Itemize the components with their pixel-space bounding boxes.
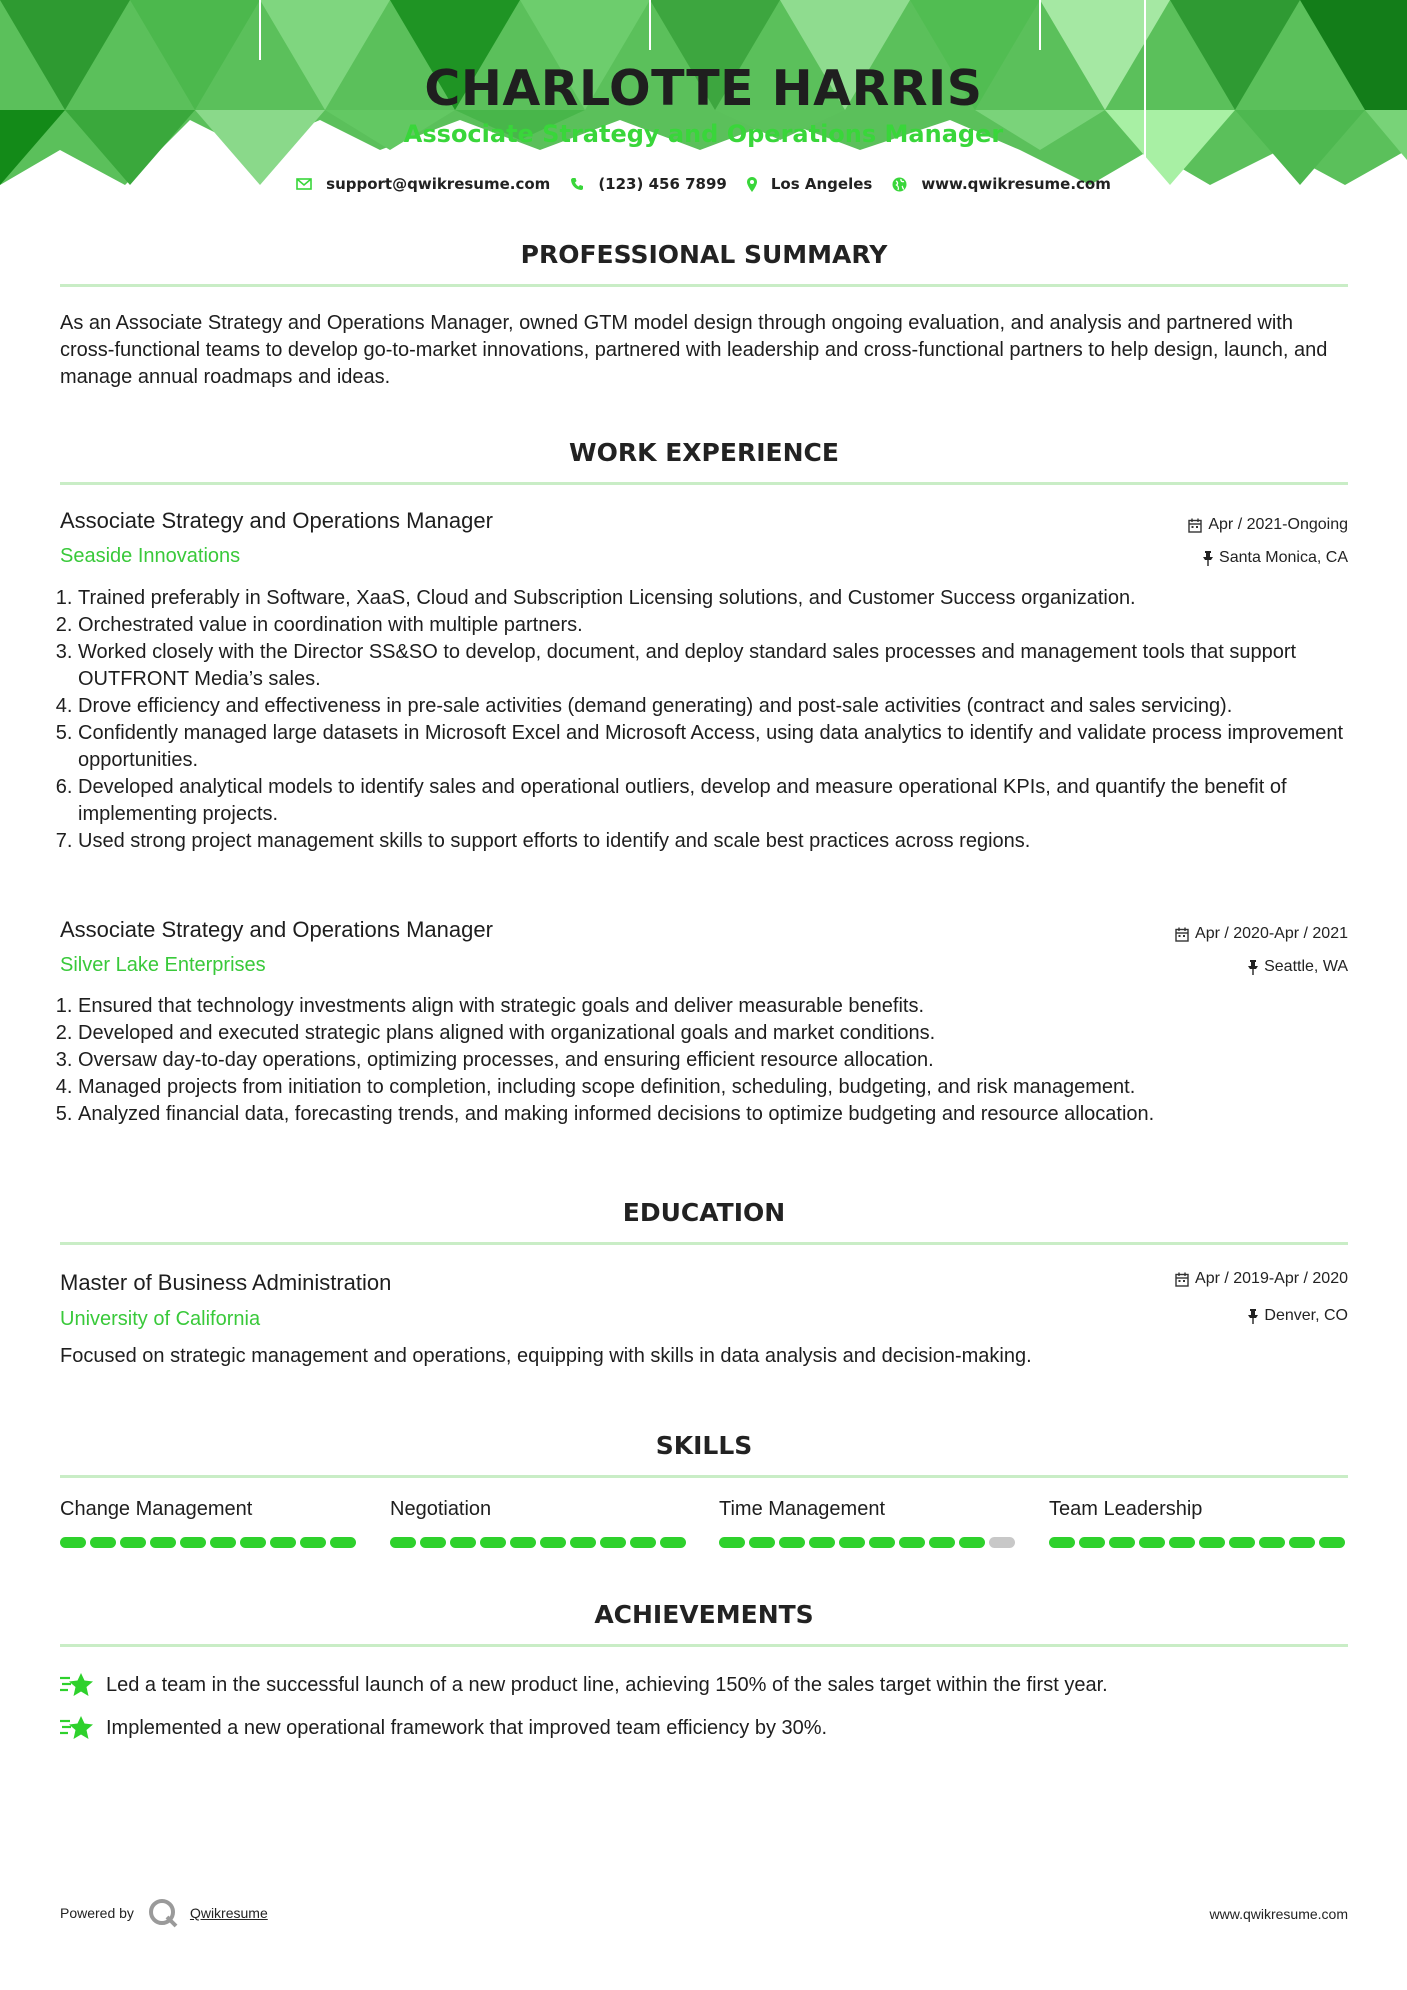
qwikresume-link[interactable]: Qwikresume xyxy=(189,1905,268,1921)
job-2-dates xyxy=(1175,925,1348,943)
list-item: 3. Worked closely with the Director SS&SO to develop, document, and deploy standard sales processes and management tools that support OUTFRONT Media’s sales. xyxy=(78,639,1398,693)
education-heading: EDUCATION xyxy=(622,1198,786,1227)
calendar-icon xyxy=(1188,518,1202,533)
summary-text: As an Associate Strategy and Operations Manager, owned GTM model design through ongoing evaluation, and analysis and partnered with cross-functional teams to develop go-to-market innovations, partnered with leadership and cross-functional partners to help design, launch, and manage annual roadmaps and ideas. xyxy=(60,312,1328,388)
education-dates xyxy=(1175,1270,1348,1288)
globe-icon xyxy=(892,177,907,192)
skill-dot-filled xyxy=(540,1537,566,1548)
contact-website[interactable] xyxy=(892,175,1111,193)
candidate-name: CHARLOTTE HARRIS xyxy=(424,60,983,117)
list-item: 2. Orchestrated value in coordination with multiple partners. xyxy=(78,612,1398,639)
skill-label: Team Leadership xyxy=(1049,1498,1203,1520)
skill-item xyxy=(719,1498,1019,1548)
skill-dot-filled xyxy=(660,1537,686,1548)
footer-website[interactable]: www.qwikresume.com xyxy=(1209,1906,1348,1922)
skill-dot-filled xyxy=(839,1537,865,1548)
skill-dot-filled xyxy=(719,1537,745,1548)
phone-icon xyxy=(570,177,584,191)
job-2-location xyxy=(1248,958,1348,976)
contact-email[interactable] xyxy=(296,175,550,193)
skill-dot-filled xyxy=(210,1537,236,1548)
achievement-item xyxy=(60,1714,1350,1742)
skill-dot-filled xyxy=(959,1537,985,1548)
experience-divider xyxy=(60,482,1348,485)
list-item: 3. Oversaw day-to-day operations, optimizing processes, and ensuring efficient resource allocation. xyxy=(78,1047,1398,1074)
job-1-location-text: Santa Monica, CA xyxy=(1219,549,1348,566)
skill-dot-filled xyxy=(120,1537,146,1548)
contact-phone[interactable] xyxy=(570,175,727,193)
skill-dot-filled xyxy=(510,1537,536,1548)
skills-heading: SKILLS xyxy=(655,1431,753,1460)
list-item: 2. Developed and executed strategic plans aligned with organizational goals and market conditions. xyxy=(78,1020,1398,1047)
skill-dot-filled xyxy=(1259,1537,1285,1548)
job-2-location-text: Seattle, WA xyxy=(1264,958,1348,975)
powered-by-label: Powered by xyxy=(60,1905,134,1921)
envelope-icon xyxy=(296,178,312,190)
skill-rating xyxy=(60,1537,360,1548)
skill-dot-filled xyxy=(1169,1537,1195,1548)
contact-bar xyxy=(0,172,1407,196)
experience-heading: WORK EXPERIENCE xyxy=(569,438,839,467)
skill-dot-filled xyxy=(630,1537,656,1548)
pin-icon xyxy=(1248,960,1258,975)
list-item: 7. Used strong project management skills to support efforts to identify and scale best practices across regions. xyxy=(78,828,1398,855)
qwikresume-logo-icon xyxy=(148,1898,178,1928)
skill-label: Time Management xyxy=(719,1498,885,1520)
skill-dot-filled xyxy=(450,1537,476,1548)
calendar-icon xyxy=(1175,927,1189,942)
skill-dot-filled xyxy=(1199,1537,1225,1548)
skill-dot-filled xyxy=(390,1537,416,1548)
list-item: 5. Analyzed financial data, forecasting trends, and making informed decisions to optimize budgeting and resource allocation. xyxy=(78,1101,1398,1128)
skill-rating xyxy=(719,1537,1019,1548)
footer-powered-by xyxy=(60,1898,268,1928)
contact-location-text: Los Angeles xyxy=(770,175,873,193)
skill-rating xyxy=(1049,1537,1349,1548)
skill-dot-filled xyxy=(270,1537,296,1548)
skill-dot-filled xyxy=(420,1537,446,1548)
contact-phone-text: (123) 456 7899 xyxy=(598,175,727,193)
skill-rating xyxy=(390,1537,690,1548)
contact-email-text: support@qwikresume.com xyxy=(326,175,551,193)
list-item: 4. Drove efficiency and effectiveness in pre-sale activities (demand generating) and post-sale activities (contract and sales servicing). xyxy=(78,693,1398,720)
job-2-dates-text: Apr / 2020-Apr / 2021 xyxy=(1195,925,1348,942)
job-2-company: Silver Lake Enterprises xyxy=(60,954,266,976)
education-divider xyxy=(60,1242,1348,1245)
skills-list xyxy=(60,1498,1348,1548)
contact-location xyxy=(747,175,872,193)
job-1-dates xyxy=(1188,516,1348,534)
skill-dot-filled xyxy=(480,1537,506,1548)
summary-divider xyxy=(60,284,1348,287)
education-school: University of California xyxy=(60,1308,261,1330)
skill-dot-filled xyxy=(1289,1537,1315,1548)
shooting-star-icon xyxy=(60,1714,94,1742)
skill-label: Change Management xyxy=(60,1498,253,1520)
skill-dot-filled xyxy=(779,1537,805,1548)
shooting-star-icon xyxy=(60,1671,94,1699)
list-item: 1. Ensured that technology investments align with strategic goals and deliver measurable benefits. xyxy=(78,993,1398,1020)
achievement-text: Led a team in the successful launch of a new product line, achieving 150% of the sales target within the first year. xyxy=(106,1673,1108,1696)
skill-item xyxy=(1049,1498,1349,1548)
achievement-text: Implemented a new operational framework that improved team efficiency by 30%. xyxy=(106,1716,828,1739)
map-marker-icon xyxy=(747,177,757,192)
job-1-location xyxy=(1203,549,1348,567)
skill-dot-filled xyxy=(869,1537,895,1548)
education-location-text: Denver, CO xyxy=(1264,1307,1348,1324)
skill-dot-filled xyxy=(1319,1537,1345,1548)
candidate-role: Associate Strategy and Operations Manager xyxy=(403,120,1004,148)
skill-dot-filled xyxy=(600,1537,626,1548)
skill-item xyxy=(60,1498,360,1548)
skill-dot-filled xyxy=(1049,1537,1075,1548)
skill-dot-filled xyxy=(899,1537,925,1548)
skill-item xyxy=(390,1498,690,1548)
skill-dot-filled xyxy=(749,1537,775,1548)
skill-dot-filled xyxy=(929,1537,955,1548)
education-location xyxy=(1248,1307,1348,1325)
list-item: 5. Confidently managed large datasets in Microsoft Excel and Microsoft Access, using data analytics to identify and validate process improvement opportunities. xyxy=(78,720,1398,774)
skill-dot-filled xyxy=(809,1537,835,1548)
skill-dot-filled xyxy=(90,1537,116,1548)
summary-heading: PROFESSIONAL SUMMARY xyxy=(520,240,888,269)
skill-dot-filled xyxy=(330,1537,356,1548)
pin-icon xyxy=(1248,1309,1258,1324)
skill-dot-filled xyxy=(1109,1537,1135,1548)
pin-icon xyxy=(1203,551,1213,566)
skill-label: Negotiation xyxy=(390,1498,492,1520)
job-2-title: Associate Strategy and Operations Manager xyxy=(60,917,493,942)
contact-website-text: www.qwikresume.com xyxy=(921,175,1111,193)
education-dates-text: Apr / 2019-Apr / 2020 xyxy=(1195,1270,1348,1287)
education-degree: Master of Business Administration xyxy=(60,1270,392,1295)
job-2-bullets xyxy=(26,993,1398,1128)
calendar-icon xyxy=(1175,1272,1189,1287)
skill-dot-filled xyxy=(60,1537,86,1548)
list-item: 6. Developed analytical models to identify sales and operational outliers, develop and measure operational KPIs, and quantify the benefit of implementing projects. xyxy=(78,774,1398,828)
achievement-item xyxy=(60,1671,1350,1699)
education-description: Focused on strategic management and operations, equipping with skills in data analysis and decision-making. xyxy=(60,1345,1032,1367)
list-item: 1. Trained preferably in Software, XaaS, Cloud and Subscription Licensing solutions, and Customer Success organization. xyxy=(78,585,1398,612)
skill-dot-empty xyxy=(989,1537,1015,1548)
job-1-title: Associate Strategy and Operations Manager xyxy=(60,508,493,533)
job-1-dates-text: Apr / 2021-Ongoing xyxy=(1208,516,1348,533)
skill-dot-filled xyxy=(570,1537,596,1548)
job-1-company: Seaside Innovations xyxy=(60,545,241,567)
skill-dot-filled xyxy=(1079,1537,1105,1548)
achievements-divider xyxy=(60,1644,1348,1647)
skills-divider xyxy=(60,1475,1348,1478)
skill-dot-filled xyxy=(180,1537,206,1548)
skill-dot-filled xyxy=(300,1537,326,1548)
skill-dot-filled xyxy=(150,1537,176,1548)
achievements-heading: ACHIEVEMENTS xyxy=(594,1600,814,1629)
job-1-bullets xyxy=(26,585,1398,855)
skill-dot-filled xyxy=(240,1537,266,1548)
skill-dot-filled xyxy=(1139,1537,1165,1548)
list-item: 4. Managed projects from initiation to completion, including scope definition, scheduling, budgeting, and risk management. xyxy=(78,1074,1398,1101)
skill-dot-filled xyxy=(1229,1537,1255,1548)
